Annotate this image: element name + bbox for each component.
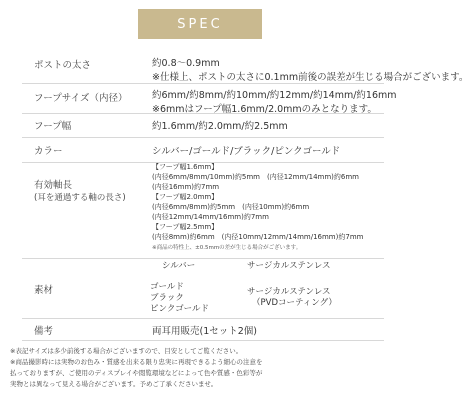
length-line: (内径6mm/8mm/10mm)約5mm (内径12mm/14mm)約6mm	[152, 173, 359, 181]
material-item: （PVDコーティング）	[252, 298, 337, 308]
hoop-size-value: 約6mm/約8mm/約10mm/約12mm/約14mm/約16mm	[152, 90, 397, 101]
post-value: 約0.8〜0.9mm	[152, 58, 220, 69]
spec-title-box	[138, 9, 262, 39]
length-line: (内径16mm)約7mm	[152, 183, 220, 191]
material-item: サージカルステンレス	[247, 287, 331, 297]
material-bottom-left	[150, 282, 209, 315]
length-line: (内径12mm/14mm/16mm)約7mm	[152, 213, 269, 221]
row-material	[22, 258, 384, 319]
hoop-width-value: 約1.6mm/約2.0mm/約2.5mm	[152, 121, 288, 132]
material-top-left: シルバー	[162, 261, 196, 271]
hoop-width-label: フープ幅	[34, 121, 72, 132]
length-line: (内径8mm)約6mm (内径10mm/12mm/14mm/16mm)約7mm	[152, 233, 364, 241]
color-label: カラー	[34, 146, 63, 157]
effective-length-label: 有効軸長	[34, 180, 73, 191]
material-label: 素材	[34, 285, 54, 296]
material-item: ピンクゴールド	[150, 304, 209, 314]
post-label: ポストの太さ	[34, 60, 92, 71]
row-remarks	[22, 318, 384, 341]
footer-line: ※表記サイズは多少前後する場合がございますので、目安としてご覧ください。	[10, 347, 243, 355]
effective-length-note: ※商品の特性上、±0.5mmの差が生じる場合がございます。	[152, 245, 302, 251]
length-line: 【フープ幅2.5mm】	[152, 223, 219, 231]
material-item: ブラック	[150, 293, 184, 303]
hoop-size-label: フープサイズ（内径）	[34, 93, 128, 104]
length-line: 【フープ幅1.6mm】	[152, 163, 219, 171]
row-hoop-width	[22, 113, 384, 138]
spec-title: SPEC	[177, 16, 223, 32]
remarks-value: 両耳用販売(1セット2個)	[152, 326, 258, 337]
footer-line: ※商品撮影時には実物のお色み・質感を出来る限り忠実に再現できるよう細心の注意を	[10, 358, 263, 366]
hoop-size-note: ※6mmはフープ幅1.6mm/2.0mmのみとなります。	[152, 104, 377, 115]
row-color	[22, 137, 384, 163]
material-top-right: サージカルステンレス	[247, 261, 331, 271]
post-note: ※仕様上、ポストの太さに0.1mm前後の誤差が生じる場合がございます。	[152, 72, 468, 83]
row-effective-length	[22, 162, 384, 259]
length-line: 【フープ幅2.0mm】	[152, 193, 219, 201]
effective-length-lines	[152, 162, 363, 251]
footer-line: 実物とは異なって見える場合がございます。予めご了承くださいませ。	[10, 380, 218, 388]
footer-line: 払っておりますが、ご使用のディスプレイや閲覧環境などによって色や質感・色彩等が	[10, 369, 263, 377]
color-value: シルバー/ゴールド/ブラック/ピンクゴールド	[152, 146, 341, 157]
row-hoop-size	[22, 83, 397, 115]
row-post	[22, 48, 468, 84]
footer-notes	[10, 346, 395, 390]
length-line: (内径6mm/8mm)約5mm (内径10mm)約6mm	[152, 203, 310, 211]
material-item: ゴールド	[150, 282, 184, 292]
spec-header	[0, 0, 400, 48]
remarks-label: 備考	[34, 326, 54, 337]
material-bottom-right	[247, 287, 337, 309]
effective-length-sublabel: (耳を通過する軸の長さ)	[34, 193, 126, 203]
